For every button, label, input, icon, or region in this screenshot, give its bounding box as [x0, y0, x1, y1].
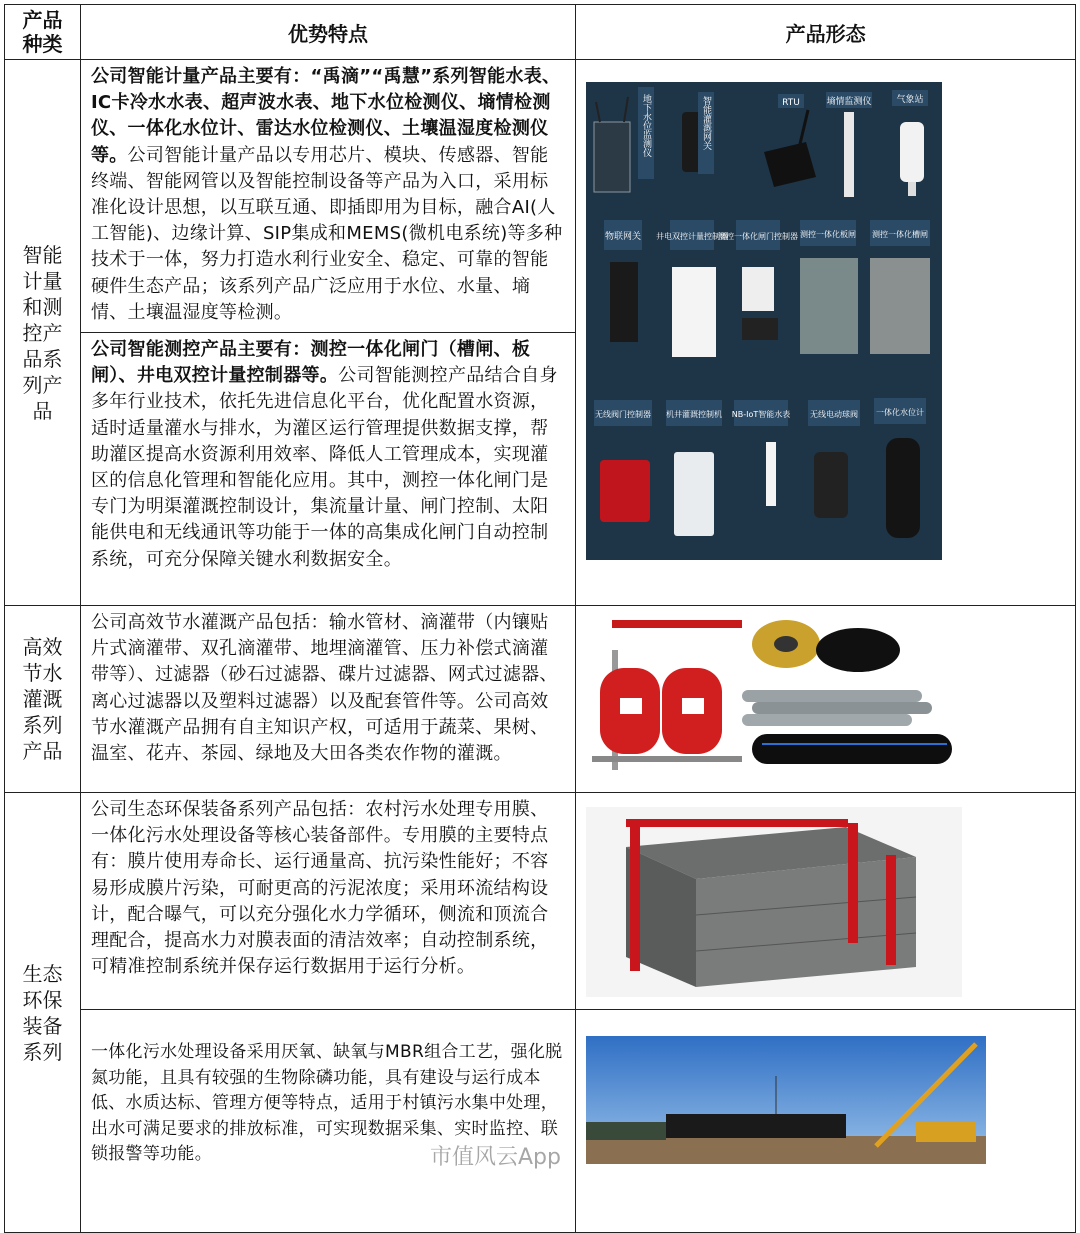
svg-text:墒情监测仪: 墒情监测仪 [826, 97, 872, 107]
eco-membrane-text: 公司生态环保装备系列产品包括：农村污水处理专用膜、一体化污水处理设备等核心装备部件。专用膜的主要特点有：膜片使用寿命长、运行通量高、抗污染性能好；不容易形成膜片污染，可耐更高的污泥浓度；采用环流结构设计，配合曝气，可以充分强化水力学循环，侧流和顶流合理配合，提高水力对膜表面的清洁效率；自动控制系统，可精准控制系统并保存运行数据用于运行分析。 [80, 793, 575, 1010]
equipment-installation-photo [586, 1036, 986, 1164]
svg-text:测控一体化闸门控制器: 测控一体化闸门控制器 [718, 232, 799, 241]
category-eco: 生态环保装备系列 [5, 793, 81, 1233]
membrane-module-photo [586, 807, 962, 997]
header-form: 产品形态 [576, 5, 1076, 60]
product-wireless-valve-controller [600, 460, 650, 522]
svg-text:无线阀门控制器: 无线阀门控制器 [595, 410, 652, 419]
product-meter-controller [672, 267, 716, 357]
svg-text:NB-IoT智能水表: NB-IoT智能水表 [731, 410, 791, 419]
svg-text:无线电动球阀: 无线电动球阀 [810, 410, 859, 419]
svg-text:机井灌溉控制机: 机井灌溉控制机 [666, 410, 723, 419]
product-gate-controller [742, 267, 774, 311]
svg-text:气象站: 气象站 [896, 95, 924, 105]
category-irrigation: 高效节水灌溉系列产品 [5, 606, 81, 793]
svg-text:地下水位监测仪: 地下水位监测仪 [641, 94, 652, 157]
table-row-smart [5, 60, 1076, 333]
smart-products-photo [586, 82, 942, 560]
product-nb-iot-meter [766, 442, 776, 506]
product-slot-gate [870, 258, 930, 354]
membrane-image-cell [576, 793, 1076, 1010]
product-electric-valve [814, 452, 848, 518]
smart-control-text: 公司智能测控产品主要有：测控一体化闸门（槽闸、板闸）、井电双控计量控制器等。公司智能测控产品结合自身多年行业技术，依托先进信息化平台，优化配置水资源，适时适量灌水与排水，为灌区运行管理提供数据支撑，帮助灌区提高水资源利用效率、降低人工管理成本，实现灌区的信息化管理和智能化应用。其中，测控一体化闸门是专门为明渠灌溉控制设计，集流量计量、闸门控制、太阳能供电和无线通讯等功能于一体的高集成化闸门自动控制系统，可充分保障关键水利数据安全。 [80, 333, 575, 606]
smart-products-image-cell [576, 60, 1076, 606]
irrigation-image-cell [576, 606, 1076, 793]
svg-text:测控一体化板闸: 测控一体化板闸 [800, 230, 857, 239]
watermark: 市值风云App [430, 1145, 561, 1170]
smart-metering-text: 公司智能计量产品主要有：“禹滴”“禹慧”系列智能水表、IC卡冷水水表、超声波水表、地下水位检测仪、墒情检测仪、一体化水位计、雷达水位检测仪、土壤温湿度检测仪等。公司智能计量产品以专用芯片、模块、传感器、智能终端、智能网管以及智能控制设备等产品为入口，采用标准化设计思想，以互联互通、即插即用为目标，融合AI(人工智能)、边缘计算、SIP集成和MEMS(微机电系统)等多种技术于一体，努力打造水利行业安全、稳定、可靠的智能硬件生态产品；该系列产品广泛应用于水位、水量、墒情、土壤温湿度等检测。 [80, 60, 575, 333]
category-smart: 智能计量和测控产品系列产品 [5, 60, 81, 606]
black-pipe [752, 734, 952, 764]
row3-labels [594, 398, 926, 426]
treatment-tank [666, 1114, 846, 1138]
equipment-image-cell [576, 1010, 1076, 1233]
irrigation-text: 公司高效节水灌溉产品包括：输水管材、滴灌带（内镶贴片式滴灌带、双孔滴灌带、地埋滴灌管、压力补偿式滴灌带等）、过滤器（砂石过滤器、碟片过滤器、网式过滤器、离心过滤器以及塑料过滤器）以及配套管件等。公司高效节水灌溉产品拥有自主知识产权，可适用于蔬菜、果树、温室、花卉、茶园、绿地及大田各类农作物的灌溉。 [80, 606, 575, 793]
product-plate-gate [800, 258, 858, 354]
table-row-irrigation [5, 606, 1076, 793]
table-row-eco-equipment [5, 1010, 1076, 1233]
table-row-eco-membrane [5, 793, 1076, 1010]
svg-text:RTU: RTU [782, 98, 800, 108]
product-water-level-gauge [886, 438, 920, 538]
product-table [4, 4, 1076, 1233]
svg-text:井电双控计量控制器: 井电双控计量控制器 [656, 232, 729, 241]
eco-equipment-text: 一体化污水处理设备采用厌氧、缺氧与MBR组合工艺，强化脱氮功能，且具有较强的生物除磷功能，具有建设与运行成本低、水质达标、管理方便等特点，适用于村镇污水集中处理，出水可满足要求的排放标准，可实现数据采集、实时监控、联锁报警等功能。 [80, 1010, 575, 1233]
product-iot-gateway [610, 262, 638, 342]
irrigation-products-photo [592, 620, 962, 780]
header-category: 产品种类 [5, 5, 81, 60]
svg-text:智能灌溉网关: 智能灌溉网关 [701, 96, 712, 150]
gray-pipes [742, 690, 932, 726]
svg-text:物联网关: 物联网关 [605, 232, 642, 242]
svg-text:测控一体化槽闸: 测控一体化槽闸 [872, 230, 929, 239]
header-row [5, 5, 1076, 60]
svg-text:一体化水位计: 一体化水位计 [876, 408, 925, 417]
header-features: 优势特点 [80, 5, 575, 60]
product-well-controller [674, 452, 714, 536]
